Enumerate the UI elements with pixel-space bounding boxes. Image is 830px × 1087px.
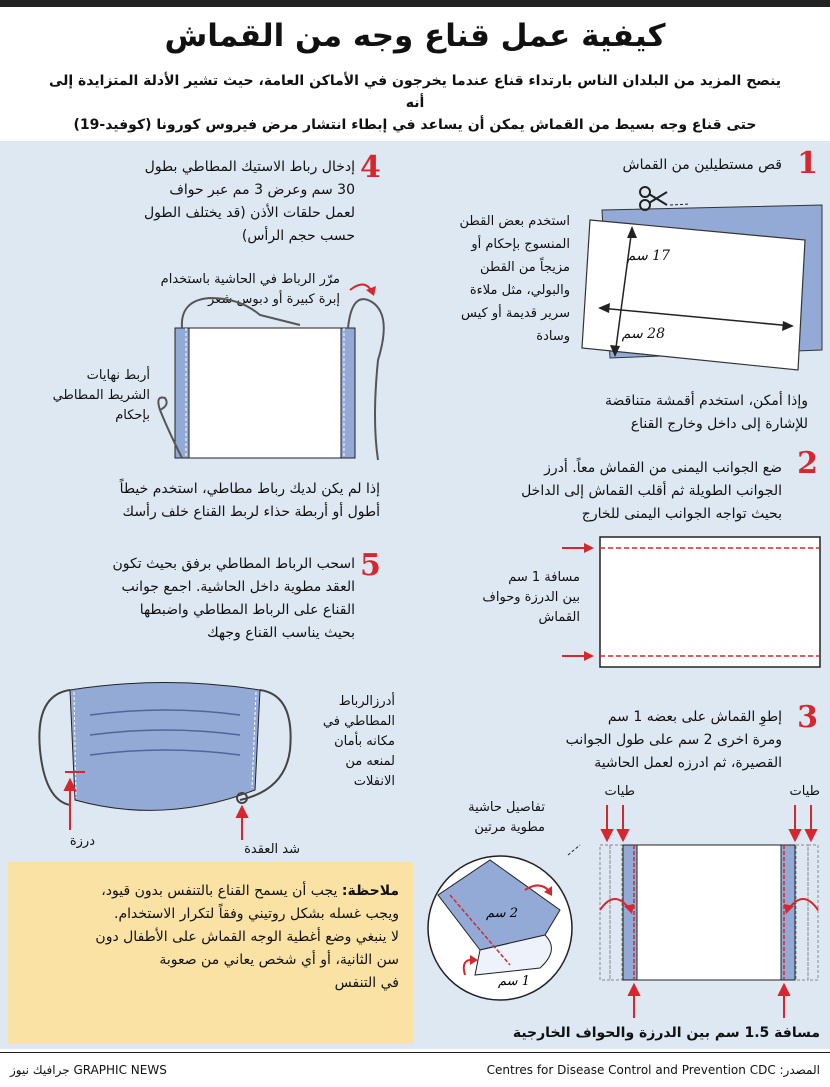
text-line: وسادة — [536, 329, 570, 344]
text-line: إدخال رباط الاستيك المطاطي بطول — [144, 159, 355, 175]
footer — [0, 1052, 830, 1087]
text-line: إذا لم يكن لديك رباط مطاطي، استخدم خيطاً — [119, 481, 380, 497]
page-title: كيفية عمل قناع وجه من القماش — [164, 18, 666, 54]
text-line: استخدم بعض القطن — [459, 214, 570, 229]
text-line: حسب حجم الرأس) — [241, 228, 355, 244]
note-line: في التنفس — [334, 975, 399, 991]
source-credit: المصدر: Centres for Disease Control and Prevention CDC — [486, 1063, 820, 1077]
text-line: القناع على الرباط المطاطي واضبطها — [139, 602, 355, 618]
note-line: لا ينبغي وضع أغطية الوجه القماش على الأطفال دون — [95, 929, 399, 945]
step1-contrast-text — [478, 390, 808, 436]
text-line: إبرة كبيرة أو دبوس شعر — [208, 292, 340, 307]
elastic-threading-illustration — [140, 270, 400, 470]
stitch-label: درزة — [69, 834, 95, 849]
text-line: لمنعه من — [345, 754, 395, 769]
note-line: ويجب غسله بشكل روتيني وفقاً لتكرار الاستخدام. — [114, 906, 399, 922]
hem-fold-illustration — [420, 800, 830, 1020]
step2-text — [422, 457, 782, 526]
text-line: الانفلات — [353, 774, 395, 789]
dim-1cm: 1 سم — [498, 974, 530, 989]
step2-number: 2 — [797, 446, 818, 481]
text-line: أربط نهايات — [86, 368, 150, 383]
text-line: المنسوج بإحكام أو — [471, 237, 570, 252]
note-text: يجب أن يسمح القناع بالتنفس بدون قيود، — [101, 883, 342, 899]
text-line: أطول أو أربطة حذاء لربط القناع خلف رأسك — [122, 504, 380, 520]
text-line: تفاصيل حاشية — [468, 800, 545, 815]
stitched-rectangle-illustration — [560, 532, 830, 677]
subtitle-line: ينصح المزيد من البلدان الناس بارتداء قناع عندما يخرجون في الأماكن العامة، حيث تشير الأدلة المتزايدة إلى أنه — [48, 73, 782, 111]
step4-number: 4 — [360, 150, 381, 185]
text-line: بحيث تواجه الجوانب اليمنى للخارج — [581, 506, 782, 522]
text-line: أدرزالرباط — [338, 694, 395, 709]
dim-17: 17 سم — [626, 248, 670, 264]
knot-label: شد العقدة — [244, 842, 300, 857]
step3-number: 3 — [797, 700, 818, 735]
note-line — [22, 880, 399, 903]
step2-seam-text — [440, 568, 580, 628]
folds-label-right: طيات — [789, 784, 820, 799]
text-line: إطوِ القماش على بعضه 1 سم — [607, 709, 782, 725]
text-line: وإذا أمكن، استخدم أقمشة متناقضة — [605, 393, 808, 409]
text-line: لعمل حلقات الأذن (قد يختلف الطول — [143, 205, 355, 221]
text-line: مطوية مرتين — [474, 820, 545, 835]
step3-text — [452, 706, 782, 775]
text-line: والبولي، مثل ملاءة — [469, 283, 570, 298]
text-line: ومرة اخرى 2 سم على طول الجوانب — [565, 732, 782, 748]
step5-text — [60, 553, 355, 645]
subtitle-line: حتى قناع وجه بسيط من القماش يمكن أن يساعد في إبطاء انتشار مرض فيروس كورونا (كوفيد-19) — [73, 117, 757, 133]
note-line: سن الثانية، أو أي شخص يعاني من صعوبة — [159, 952, 399, 968]
text-line: بحيث يناسب القناع وجهك — [207, 625, 355, 641]
step4-alt-text — [30, 478, 380, 524]
tie-text — [30, 366, 150, 426]
agency-credit: GRAPHIC NEWS جرافيك نيوز — [10, 1063, 167, 1077]
text-line: سرير قديمة أو كيس — [461, 306, 570, 321]
note-label: ملاحظة: — [341, 883, 399, 899]
step1-number: 1 — [797, 146, 818, 181]
step1-fabric-text — [425, 210, 570, 348]
text-line: 30 سم وعرض 3 مم عبر حواف — [169, 182, 355, 198]
subtitle — [40, 70, 790, 136]
text-line: القماش — [538, 610, 580, 625]
scissors-icon — [640, 187, 667, 210]
step5-number: 5 — [360, 548, 381, 583]
top-rule — [0, 0, 830, 7]
dim-28: 28 سم — [621, 326, 665, 342]
secure-text — [300, 692, 395, 792]
text-line: ضع الجوانب اليمنى من القماش معاً. أدرز — [544, 460, 782, 476]
text-line: الجوانب الطويلة ثم أقلب القماش إلى الداخل — [521, 483, 782, 499]
text-line: اسحب الرباط المطاطي برفق بحيث تكون — [112, 556, 355, 572]
step3-bottom-caption: مسافة 1.5 سم بين الدرزة والحواف الخارجية — [512, 1025, 820, 1041]
step1-text: قص مستطيلين من القماش — [622, 157, 782, 173]
step4-text — [60, 156, 355, 248]
note-box — [8, 862, 413, 1044]
text-line: مكانه بأمان — [334, 734, 395, 749]
text-line: مسافة 1 سم — [508, 570, 580, 585]
dim-2cm: 2 سم — [486, 906, 518, 921]
text-line: مرّر الرباط في الحاشية باستخدام — [160, 272, 340, 287]
text-line: بإحكام — [115, 408, 150, 423]
folds-label-left: طيات — [604, 784, 635, 799]
fabric-rectangles-illustration — [570, 180, 830, 370]
text-line: القصيرة، ثم ادرزه لعمل الحاشية — [594, 755, 782, 771]
text-line: مزيجاً من القطن — [480, 260, 570, 275]
text-line: العقد مطوية داخل الحاشية. اجمع جوانب — [121, 579, 355, 595]
text-line: بين الدرزة وحواف — [482, 590, 580, 605]
text-line: للإشارة إلى داخل وخارج القناع — [630, 416, 808, 432]
text-line: الشريط المطاطي — [52, 388, 150, 403]
text-line: المطاطي في — [322, 714, 395, 729]
